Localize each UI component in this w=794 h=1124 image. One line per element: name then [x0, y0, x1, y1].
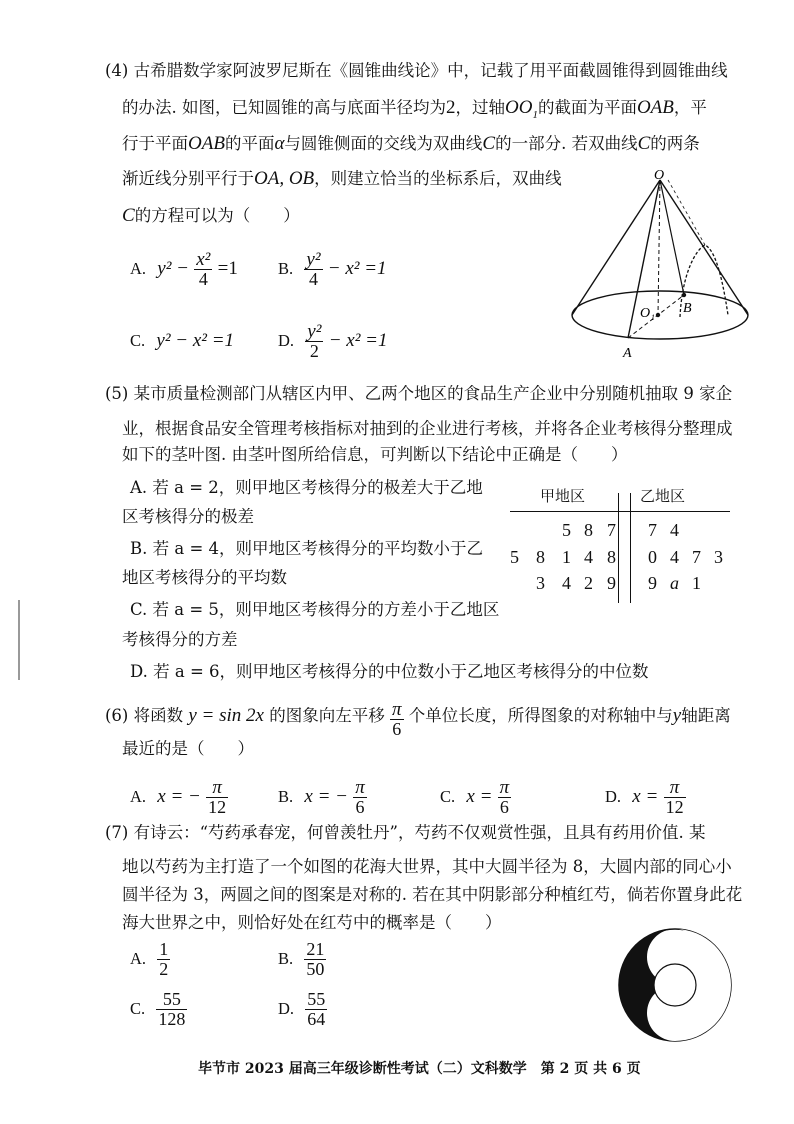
leaf-cell: 7: [648, 520, 657, 540]
label-O1: O₁: [640, 306, 655, 321]
leaf-cell: 5: [562, 520, 571, 540]
leaf-cell: 8: [584, 520, 593, 540]
label-A: A: [623, 346, 632, 361]
leaf-cell: 2: [584, 573, 593, 593]
q4-line2-text-c: 的截面为平面: [537, 98, 637, 117]
q5-option-b-line2: 地区考核得分的平均数: [122, 568, 287, 587]
leaf-cell: 1: [562, 547, 571, 567]
q4-option-a[interactable]: A. y² − $\frac{\text{x²}}{4}$ =1: [130, 249, 238, 289]
q5-option-a-line1[interactable]: A. 若 a = 2，则甲地区考核得分的极差大于乙地: [130, 478, 483, 497]
segment-AB: [628, 295, 684, 338]
q4-axis-label: $OO_1$: [505, 97, 538, 121]
q5-option-c-line1[interactable]: C. 若 a = 5，则甲地区考核得分的方差小于乙地区: [130, 600, 500, 619]
point-O1: [656, 313, 660, 317]
stem-right-header: 乙地区: [640, 487, 686, 505]
leaf-cell: 5: [510, 547, 519, 567]
q6-option-d[interactable]: D. x = $\frac{\pi}{12}$: [605, 777, 684, 817]
q7-line4: 海大世界之中，则恰好处在红芍中的概率是（ ）: [122, 913, 502, 932]
q5-option-b-line1[interactable]: B. 若 a = 4，则甲地区考核得分的平均数小于乙: [130, 539, 484, 558]
q5-line1: (5) 某市质量检测部门从辖区内甲、乙两个地区的食品生产企业中分别随机抽取 9 家企: [105, 384, 733, 403]
leaf-cell: 3: [714, 547, 723, 567]
q7-option-b[interactable]: B. $\frac{21}{50}$: [278, 939, 325, 979]
q7-option-a[interactable]: A. $\frac{1}{2}$: [130, 939, 169, 979]
point-B: [682, 293, 686, 297]
q7-option-d[interactable]: D. $\frac{55}{64}$: [278, 989, 326, 1029]
q4-line2: [122, 97, 707, 126]
q4-option-c[interactable]: C. y² − x² =1: [130, 330, 235, 351]
q5-line2: 业，根据食品安全管理考核指标对抽到的企业进行考核，并将各企业考核得分整理成: [122, 419, 733, 438]
leaf-cell-variable-a: a: [670, 573, 679, 593]
q5-line3: 如下的茎叶图. 由茎叶图所给信息，可判断以下结论中正确是（ ）: [122, 445, 628, 464]
q7-line1: (7) 有诗云：“芍药承春宠，何曾羡牡丹”，芍药不仅观赏性强，且具有药用价值. 某: [105, 823, 706, 842]
leaf-cell: 7: [692, 547, 701, 567]
axis-OO1: [658, 180, 660, 315]
q4-height-value: 2: [446, 97, 456, 118]
stem-cell: 8: [607, 547, 616, 567]
q7-line2: 地以芍药为主打造了一个如图的花海大世界，其中大圆半径为 8，大圆内部的同心小: [122, 857, 732, 876]
flower-sea-figure: [615, 925, 735, 1045]
leaf-cell: 4: [584, 547, 593, 567]
leaf-cell: 4: [670, 547, 679, 567]
q7-line3: 圆半径为 3，两圆之间的图案是对称的. 若在其中阴影部分种植红芍，倘若你置身此花: [122, 885, 743, 904]
page-footer: 毕节市 2023 届高三年级诊断性考试（二）文科数学 第 2 页 共 6 页: [198, 1061, 641, 1077]
q6-line2: 最近的是（ ）: [122, 739, 254, 758]
label-B: B: [683, 301, 692, 316]
leaf-cell: 4: [562, 573, 571, 593]
stem-horizontal-rule: [510, 511, 730, 512]
dashed-guide: [668, 180, 705, 245]
q4-option-d[interactable]: D. $\frac{\text{y²}}{2}$ − x² =1: [278, 321, 388, 361]
q4-line2-text-b: ，过轴: [455, 98, 505, 117]
q6-option-b[interactable]: B. x = − $\frac{\pi}{6}$: [278, 777, 365, 817]
stem-cell: 9: [607, 573, 616, 593]
stem-cell: 7: [607, 520, 616, 540]
inner-circle: [654, 964, 696, 1006]
q6-line1: (6) 将函数 y = sin 2x 的图象向左平移 $\frac{\pi}{6}$ 个单位长度，所得图象的对称轴中与y轴距离: [105, 699, 731, 739]
cone-figure: [560, 165, 760, 365]
q5-option-c-line2: 考核得分的方差: [122, 630, 238, 649]
leaf-cell: 9: [648, 573, 657, 593]
stem-divider-right: [630, 493, 631, 603]
stem-leaf-plot: [500, 485, 740, 610]
q4-line2-text-d: ，平: [673, 98, 707, 117]
q4-line1: (4) 古希腊数学家阿波罗尼斯在《圆锥曲线论》中，记载了用平面截圆锥得到圆锥曲线: [105, 61, 728, 80]
leaf-cell: 3: [536, 573, 545, 593]
q5-option-d[interactable]: D. 若 a = 6，则甲地区考核得分的中位数小于乙地区考核得分的中位数: [130, 662, 649, 681]
label-O: O: [654, 168, 665, 183]
q7-option-c[interactable]: C. $\frac{55}{128}$: [130, 989, 186, 1029]
stem-divider-left: [618, 493, 619, 603]
q4-plane-label: OAB: [636, 97, 674, 118]
q4-line2-text-a: 的办法. 如图，已知圆锥的高与底面半径均为: [122, 98, 446, 117]
q4-line4: 渐近线分别平行于OA, OB，则建立恰当的坐标系后，双曲线: [122, 168, 562, 189]
q6-option-c[interactable]: C. x = $\frac{\pi}{6}$: [440, 777, 510, 817]
q4-line5: C的方程可以为（ ）: [122, 205, 300, 226]
stem-left-header: 甲地区: [540, 487, 586, 505]
leaf-cell: 1: [692, 573, 701, 593]
q4-line3: 行于平面OAB的平面α与圆锥侧面的交线为双曲线C的一部分. 若双曲线C的两条: [122, 133, 700, 154]
leaf-cell: 4: [670, 520, 679, 540]
q4-option-b[interactable]: B. $\frac{\text{y²}}{4}$ − x² =1: [278, 249, 387, 289]
q6-option-a[interactable]: A. x = − $\frac{\pi}{12}$: [130, 777, 227, 817]
scan-margin-mark: [18, 600, 20, 680]
q5-option-a-line2: 区考核得分的极差: [122, 507, 254, 526]
leaf-cell: 0: [648, 547, 657, 567]
leaf-cell: 8: [536, 547, 545, 567]
